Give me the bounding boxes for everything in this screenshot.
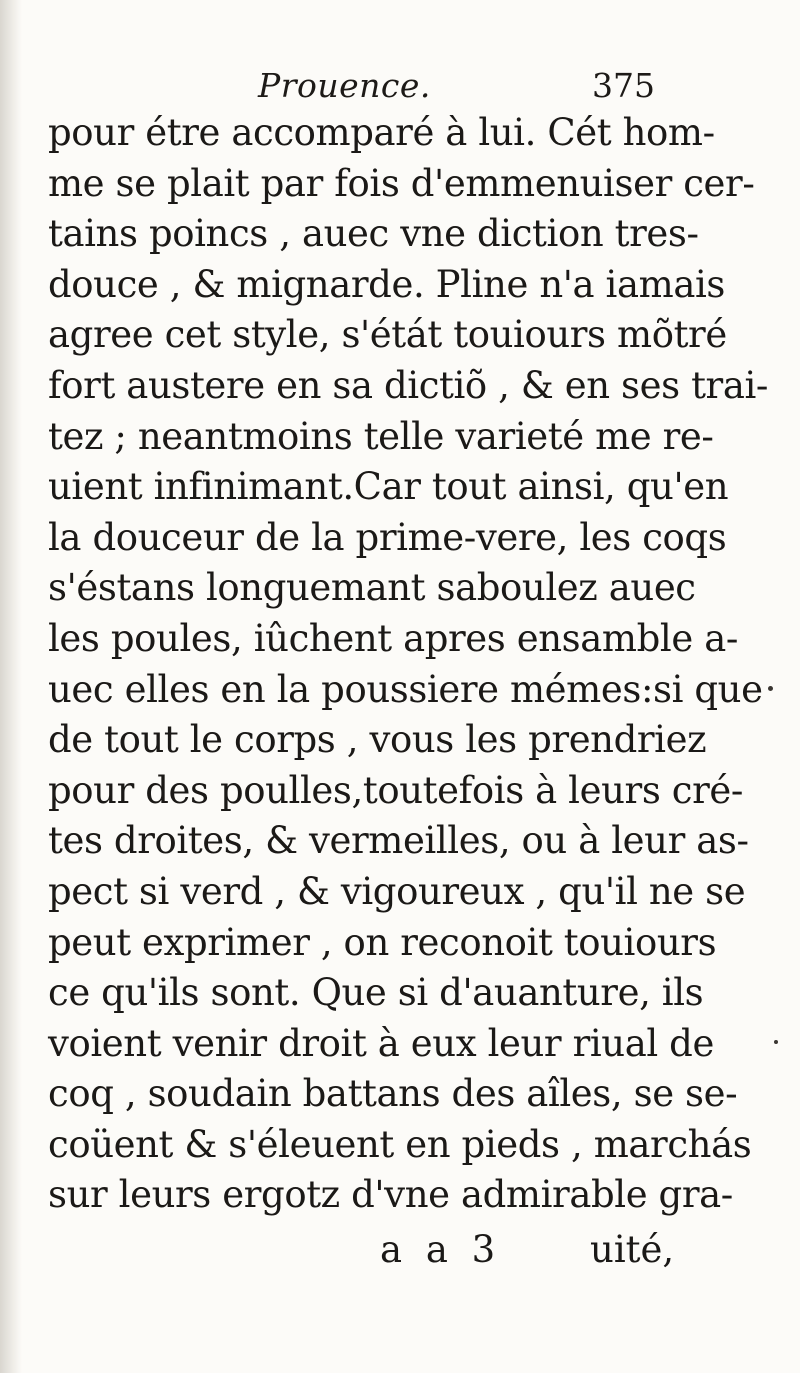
text-line: coq , soudain battans des aîles, se se- bbox=[48, 1072, 738, 1116]
text-line: pour des poulles,toutefois à leurs cré- bbox=[48, 768, 743, 812]
text-line: la douceur de la prime-vere, les coqs bbox=[48, 515, 727, 559]
text-line: tez ; neantmoins telle varieté me re- bbox=[48, 414, 714, 458]
page-gutter bbox=[0, 0, 22, 1373]
page-footer bbox=[0, 1228, 800, 1278]
text-line: uec elles en la poussiere mémes:si que bbox=[48, 667, 763, 711]
signature-mark: a a 3 bbox=[380, 1228, 496, 1271]
text-line: ce qu'ils sont. Que si d'auanture, ils bbox=[48, 971, 704, 1015]
text-line: me se plait par fois d'emmenuiser cer- bbox=[48, 161, 755, 205]
text-line: uient infinimant.Car tout ainsi, qu'en bbox=[48, 465, 729, 509]
text-line: voient venir droit à eux leur riual de bbox=[48, 1021, 714, 1065]
text-line: de tout le corps , vous les prendriez bbox=[48, 718, 707, 762]
text-line: peut exprimer , on reconoit touiours bbox=[48, 920, 717, 964]
ink-speck bbox=[768, 686, 773, 691]
ink-speck bbox=[774, 1040, 778, 1044]
body-text bbox=[48, 108, 769, 1221]
text-line: sur leurs ergotz d'vne admirable gra- bbox=[48, 1173, 733, 1217]
catchword: uité, bbox=[590, 1228, 675, 1271]
text-line: douce , & mignarde. Pline n'a iamais bbox=[48, 262, 726, 306]
text-line: les poules, iûchent apres ensamble a- bbox=[48, 616, 738, 660]
text-line: s'éstans longuemant saboulez auec bbox=[48, 566, 696, 610]
text-line: fort austere en sa dictiõ , & en ses trai- bbox=[48, 363, 769, 407]
text-line: coüent & s'éleuent en pieds , marchás bbox=[48, 1122, 752, 1166]
text-line: pect si verd , & vigoureux , qu'il ne se bbox=[48, 869, 746, 913]
text-line: pour étre accomparé à lui. Cét hom- bbox=[48, 111, 715, 154]
page-header bbox=[0, 60, 800, 110]
text-line: tains poincs , auec vne diction tres- bbox=[48, 212, 699, 256]
page-number: 375 bbox=[592, 66, 655, 105]
running-title: Prouence. bbox=[258, 66, 431, 105]
text-line: tes droites, & vermeilles, ou à leur as- bbox=[48, 819, 749, 863]
text-line: agree cet style, s'étát touiours mõtré bbox=[48, 313, 727, 357]
